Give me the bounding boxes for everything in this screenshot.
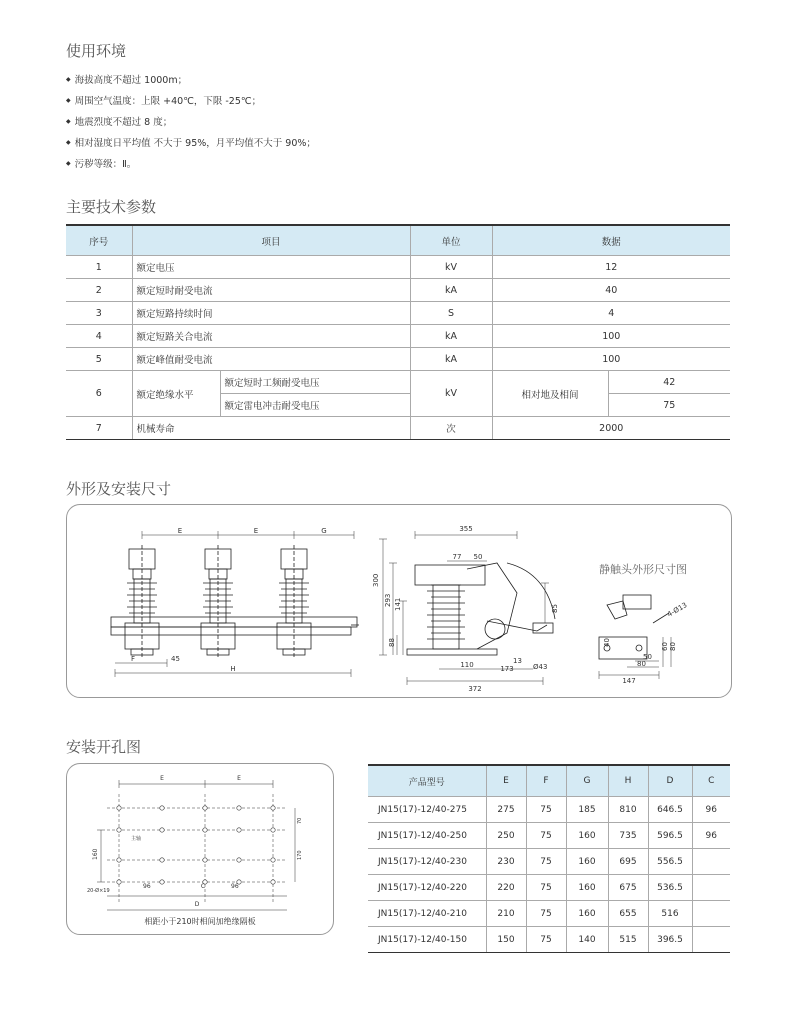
- model-row: [368, 797, 730, 823]
- hole-marker: [271, 828, 275, 832]
- params-cell-no: 3: [66, 302, 132, 325]
- dims-box: [66, 504, 732, 698]
- dims-drawing: [67, 505, 731, 697]
- dim-147: 147: [622, 677, 636, 685]
- params-cell-item: 额定短时耐受电流: [132, 279, 410, 302]
- header-unit: 单位: [410, 225, 492, 256]
- model-value-cell: 250: [486, 823, 526, 849]
- params-table: [66, 224, 730, 440]
- model-value-cell: 75: [526, 797, 566, 823]
- hole-96a: 96: [143, 883, 151, 890]
- header-no: 序号: [66, 225, 132, 256]
- model-row: [368, 875, 730, 901]
- model-value-cell: [692, 927, 730, 953]
- params-cell-value: 4: [492, 302, 730, 325]
- env-item: ◆ 地震烈度不超过 8 度；: [66, 112, 316, 133]
- dim-372: 372: [468, 685, 482, 693]
- hole-marker: [117, 828, 121, 832]
- hole-marker: [160, 858, 164, 862]
- params-cell-no: 2: [66, 279, 132, 302]
- params-cell-item: 额定电压: [132, 256, 410, 279]
- model-value-cell: 655: [608, 901, 648, 927]
- params-row: [66, 302, 730, 325]
- row6-no: 6: [66, 371, 132, 417]
- model-value-cell: 75: [526, 849, 566, 875]
- model-name-cell: JN15(17)-12/40-220: [368, 875, 486, 901]
- dim-110: 110: [460, 661, 474, 669]
- model-value-cell: 810: [608, 797, 648, 823]
- hole-marker: [203, 806, 207, 810]
- dim-50: 50: [473, 553, 483, 561]
- dim-85: 85: [551, 604, 559, 613]
- row6-item: 额定绝缘水平: [132, 371, 220, 417]
- model-header: 产品型号: [368, 765, 486, 797]
- model-name-cell: JN15(17)-12/40-150: [368, 927, 486, 953]
- contact-title: 静触头外形尺寸图: [599, 563, 687, 576]
- model-value-cell: 210: [486, 901, 526, 927]
- holes-box: [66, 763, 334, 935]
- params-cell-no: 5: [66, 348, 132, 371]
- holes-title: 安装开孔图: [66, 738, 142, 756]
- dim-e2: E: [253, 527, 259, 535]
- dim-45: 45: [171, 655, 180, 663]
- model-value-cell: 220: [486, 875, 526, 901]
- hole-axis: 主轴: [131, 836, 142, 842]
- hole-marker: [237, 806, 241, 810]
- params-cell-no: 4: [66, 325, 132, 348]
- model-header: E: [486, 765, 526, 797]
- row7-value: 2000: [492, 417, 730, 440]
- model-table: [368, 764, 730, 953]
- hole-marker: [203, 828, 207, 832]
- env-item: ◆ 相对湿度日平均值 不大于 95%，月平均值不大于 90%；: [66, 133, 316, 154]
- params-row: [66, 348, 730, 371]
- model-header: F: [526, 765, 566, 797]
- model-value-cell: 396.5: [648, 927, 692, 953]
- params-row: [66, 279, 730, 302]
- hole-marker: [160, 828, 164, 832]
- hole-96b: 96: [231, 883, 239, 890]
- hole-markers: [117, 806, 275, 884]
- dim-4x13: 4-Ø13: [666, 601, 689, 619]
- dim-13: 13: [513, 657, 522, 665]
- model-value-cell: [692, 901, 730, 927]
- params-title: 主要技术参数: [66, 198, 157, 216]
- holes-drawing: [67, 764, 333, 934]
- hole-70: 70: [297, 817, 303, 824]
- hole-d: D: [194, 901, 200, 908]
- model-value-cell: 140: [566, 927, 608, 953]
- params-cell-item: 额定峰值耐受电流: [132, 348, 410, 371]
- model-value-cell: 75: [526, 901, 566, 927]
- model-value-cell: 596.5: [648, 823, 692, 849]
- params-cell-unit: kA: [410, 325, 492, 348]
- hole-marker: [117, 858, 121, 862]
- model-name-cell: JN15(17)-12/40-250: [368, 823, 486, 849]
- model-value-cell: 96: [692, 823, 730, 849]
- model-header: C: [692, 765, 730, 797]
- dim-f: F: [130, 655, 136, 663]
- side-view: [407, 563, 555, 655]
- model-value-cell: 515: [608, 927, 648, 953]
- params-row: [66, 325, 730, 348]
- hole-160: 160: [92, 848, 99, 860]
- model-value-cell: 160: [566, 875, 608, 901]
- model-value-cell: 230: [486, 849, 526, 875]
- env-title: 使用环境: [66, 42, 127, 60]
- dim-300: 300: [372, 573, 380, 587]
- row6-unit: kV: [410, 371, 492, 417]
- params-cell-unit: kA: [410, 348, 492, 371]
- row6-v1: 42: [608, 371, 730, 394]
- params-cell-value: 12: [492, 256, 730, 279]
- dim-40: 40: [603, 638, 611, 647]
- hole-marker: [271, 858, 275, 862]
- hole-marker: [237, 858, 241, 862]
- dim-80b: 80: [669, 642, 677, 651]
- model-header-row: [368, 765, 730, 797]
- row6-v2: 75: [608, 394, 730, 417]
- model-row: [368, 849, 730, 875]
- dim-77: 77: [452, 553, 462, 561]
- model-value-cell: 150: [486, 927, 526, 953]
- dim-355: 355: [459, 525, 473, 533]
- model-value-cell: 675: [608, 875, 648, 901]
- hole-marker: [237, 828, 241, 832]
- hole-e1: E: [160, 775, 164, 782]
- model-value-cell: 735: [608, 823, 648, 849]
- hole-marker: [160, 806, 164, 810]
- dims-title: 外形及安装尺寸: [66, 480, 172, 498]
- hole-marker: [271, 880, 275, 884]
- model-name-cell: JN15(17)-12/40-275: [368, 797, 486, 823]
- params-row-6a: [66, 371, 730, 394]
- front-view: [111, 545, 359, 657]
- dim-g: G: [321, 527, 327, 535]
- model-value-cell: [692, 875, 730, 901]
- dim-60: 60: [661, 642, 669, 651]
- holes-grid: [97, 780, 295, 910]
- hole-marker: [117, 880, 121, 884]
- dim-h: H: [230, 665, 236, 673]
- model-value-cell: 75: [526, 823, 566, 849]
- hole-170: 170: [297, 850, 303, 860]
- model-value-cell: 536.5: [648, 875, 692, 901]
- model-value-cell: 160: [566, 849, 608, 875]
- row6-group: 相对地及相间: [492, 371, 608, 417]
- model-value-cell: 275: [486, 797, 526, 823]
- model-value-cell: 160: [566, 823, 608, 849]
- model-header: H: [608, 765, 648, 797]
- params-cell-item: 额定短路持续时间: [132, 302, 410, 325]
- row7-no: 7: [66, 417, 132, 440]
- dim-293: 293: [384, 593, 392, 607]
- model-header: G: [566, 765, 608, 797]
- dim-141: 141: [394, 597, 402, 611]
- dim-88: 88: [388, 638, 396, 647]
- row6-sub2: 额定雷电冲击耐受电压: [220, 394, 410, 417]
- model-value-cell: 96: [692, 797, 730, 823]
- params-cell-value: 100: [492, 325, 730, 348]
- env-item: ◆ 海拔高度不超过 1000m；: [66, 70, 316, 91]
- params-cell-item: 额定短路关合电流: [132, 325, 410, 348]
- params-header-row: [66, 225, 730, 256]
- dim-80a: 80: [637, 660, 646, 668]
- params-cell-unit: kV: [410, 256, 492, 279]
- hole-marker: [203, 858, 207, 862]
- dim-e1: E: [177, 527, 183, 535]
- row7-unit: 次: [410, 417, 492, 440]
- model-value-cell: 75: [526, 927, 566, 953]
- env-item: ◆ 污秽等级：Ⅱ。: [66, 154, 316, 175]
- params-cell-value: 40: [492, 279, 730, 302]
- model-value-cell: 185: [566, 797, 608, 823]
- hole-c: C: [200, 883, 206, 890]
- params-cell-no: 1: [66, 256, 132, 279]
- hole-20x19: 20-Ø×19: [87, 888, 110, 894]
- params-cell-unit: S: [410, 302, 492, 325]
- model-value-cell: 646.5: [648, 797, 692, 823]
- model-row: [368, 823, 730, 849]
- hole-e2: E: [237, 775, 241, 782]
- header-item: 项目: [132, 225, 410, 256]
- model-value-cell: 556.5: [648, 849, 692, 875]
- model-value-cell: 160: [566, 901, 608, 927]
- dim-173: 173: [500, 665, 514, 673]
- hole-marker: [271, 806, 275, 810]
- model-row: [368, 901, 730, 927]
- env-list: [66, 70, 316, 175]
- dim-43: Ø43: [533, 663, 548, 671]
- env-item: ◆ 周围空气温度：上限 +40℃，下限 -25℃；: [66, 91, 316, 112]
- params-cell-unit: kA: [410, 279, 492, 302]
- hole-marker: [160, 880, 164, 884]
- model-value-cell: 695: [608, 849, 648, 875]
- params-row: [66, 256, 730, 279]
- header-value: 数据: [492, 225, 730, 256]
- holes-caption: 相距小于210时相间加绝缘隔板: [144, 917, 256, 926]
- dim-50b: 50: [643, 653, 652, 661]
- params-row-7: [66, 417, 730, 440]
- row7-item: 机械寿命: [132, 417, 410, 440]
- model-name-cell: JN15(17)-12/40-210: [368, 901, 486, 927]
- model-value-cell: [692, 849, 730, 875]
- model-name-cell: JN15(17)-12/40-230: [368, 849, 486, 875]
- model-value-cell: 75: [526, 875, 566, 901]
- params-cell-value: 100: [492, 348, 730, 371]
- row6-sub1: 额定短时工频耐受电压: [220, 371, 410, 394]
- hole-marker: [117, 806, 121, 810]
- model-value-cell: 516: [648, 901, 692, 927]
- contact-view: [599, 595, 669, 659]
- model-header: D: [648, 765, 692, 797]
- model-row: [368, 927, 730, 953]
